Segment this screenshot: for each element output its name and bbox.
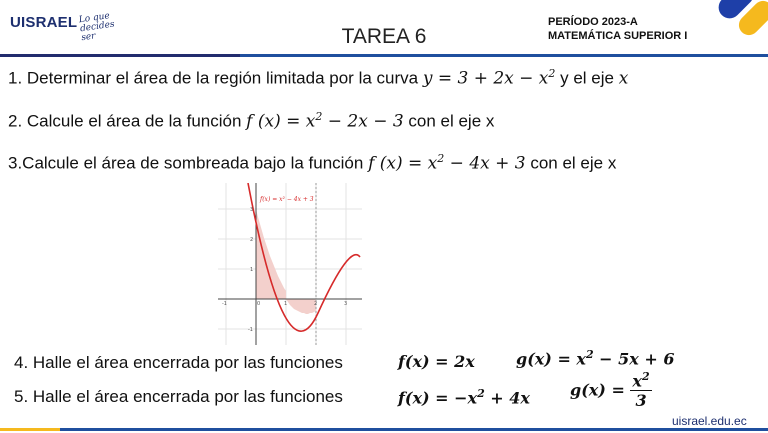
question-1-exponent: 2 xyxy=(548,67,556,80)
question-5-g-base: g(x) = xyxy=(570,380,631,400)
course-label: MATEMÁTICA SUPERIOR I xyxy=(548,30,688,42)
question-4-g-exponent: 2 xyxy=(585,348,594,361)
numerator-exponent: 2 xyxy=(641,370,650,383)
question-5 xyxy=(14,387,343,407)
question-3-formula: f (x) = x xyxy=(368,153,438,174)
header-info xyxy=(548,15,687,43)
uisrael-logo: UISRAEL xyxy=(10,14,78,31)
question-3-formula-tail: − 4x + 3 xyxy=(444,153,526,174)
question-5-g xyxy=(570,370,652,410)
y-tick: 3 xyxy=(250,207,254,213)
question-2-formula: f (x) = x xyxy=(246,111,316,132)
question-3-text: 3.Calcule el área de sombreada bajo la función xyxy=(8,153,369,173)
footer-divider xyxy=(0,428,768,431)
question-5-g-fraction xyxy=(630,370,651,410)
question-3-tail: con el eje x xyxy=(525,153,617,173)
footer-url: uisrael.edu.ec xyxy=(672,414,747,428)
question-5-text: 5. Halle el área encerrada por las funciones xyxy=(14,387,343,406)
y-tick: 2 xyxy=(250,237,254,243)
question-3 xyxy=(8,152,616,174)
x-tick: 2 xyxy=(314,301,318,307)
question-4-g-tail: − 5x + 6 xyxy=(593,349,675,369)
question-5-f-tail: + 4x xyxy=(484,388,530,408)
logo-tagline: Lo que decides ser xyxy=(78,11,116,44)
question-1-formula: y = 3 + 2x − x xyxy=(422,68,549,89)
fraction-denominator: 3 xyxy=(635,391,647,411)
graph-label: f(x) = x² − 4x + 3 xyxy=(260,196,314,203)
question-5-f-exponent: 2 xyxy=(477,387,485,400)
question-2-text: 2. Calcule el área de la función xyxy=(8,111,247,131)
question-3-exponent: 2 xyxy=(437,152,445,165)
question-4-g xyxy=(516,348,675,368)
footer-divider-accent xyxy=(0,428,60,431)
x-tick: 3 xyxy=(344,301,348,307)
question-2 xyxy=(8,110,494,132)
question-1 xyxy=(8,67,628,89)
question-1-tail: y el eje xyxy=(555,68,619,88)
question-1-tail-var: x xyxy=(618,68,629,89)
question-4-g-base: g(x) = x xyxy=(516,349,586,369)
x-tick: -1 xyxy=(222,301,227,307)
question-4-text: 4. Halle el área encerrada por las funciones xyxy=(14,353,343,372)
page-title: TAREA 6 xyxy=(341,25,427,48)
question-2-formula-tail: − 2x − 3 xyxy=(322,111,404,132)
numerator-base: x xyxy=(632,371,642,391)
question-2-exponent: 2 xyxy=(315,110,323,123)
header-divider-accent xyxy=(0,54,240,57)
parabola-graph xyxy=(218,183,362,345)
question-1-text: 1. Determinar el área de la región limitada por la curva xyxy=(8,68,423,88)
question-2-tail: con el eje x xyxy=(403,111,495,131)
question-5-f xyxy=(398,387,530,407)
question-4 xyxy=(14,353,343,373)
question-4-f: f(x) = 2x xyxy=(398,352,475,371)
fraction-numerator xyxy=(630,370,651,391)
period-label: PERÍODO 2023-A xyxy=(548,16,638,28)
y-tick: -1 xyxy=(248,327,253,333)
y-tick: 1 xyxy=(250,267,254,273)
x-tick: 1 xyxy=(284,301,288,307)
question-5-f-base: f(x) = −x xyxy=(398,388,478,408)
x-tick: 0 xyxy=(257,301,261,307)
